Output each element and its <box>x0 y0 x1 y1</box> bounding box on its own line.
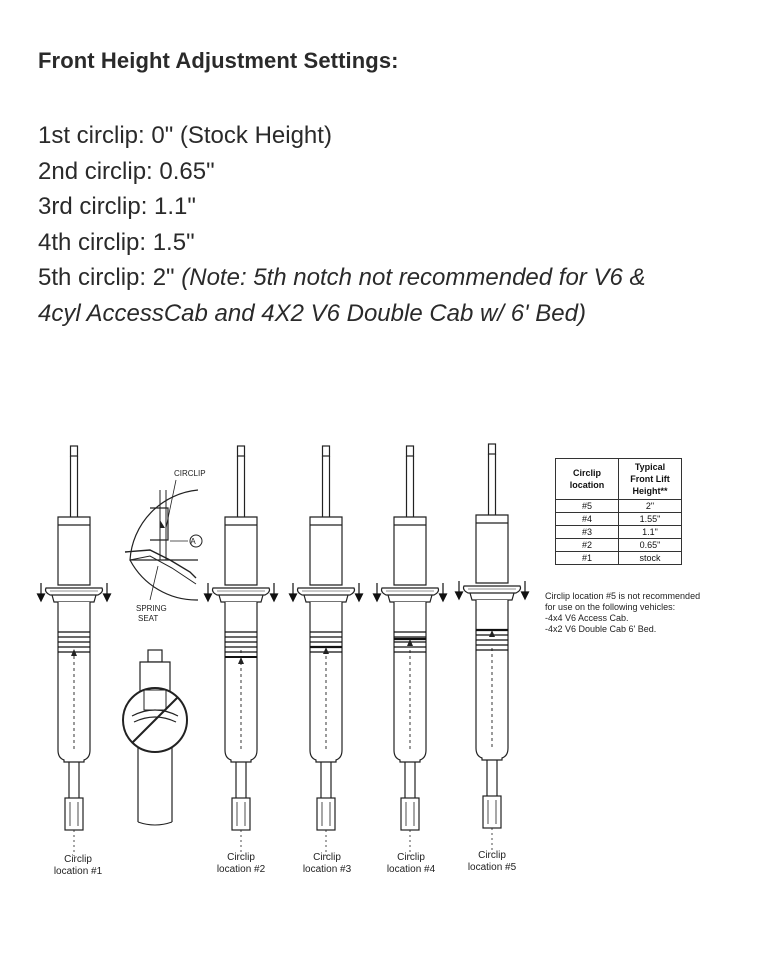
setting-line-6: 4cyl AccessCab and 4X2 V6 Double Cab w/ 6' Bed) <box>38 299 586 327</box>
spring-seat-label-1: SPRING <box>136 604 167 613</box>
setting-line-3: 3rd circlip: 1.1" <box>38 193 196 220</box>
table-row: #4 1.55" <box>556 513 682 526</box>
table-footnote: Circlip location #5 is not recommended for use on the following vehicles: -4x4 V6 Access Cab. -4x2 V6 Double Cab 6' Bed. <box>545 591 701 634</box>
caption-location-2: Circlip location #2 <box>216 852 266 875</box>
col-header-height: Typical Front Lift Height** <box>619 459 682 500</box>
setting-line-5: 5th circlip: 2" (Note: 5th notch not recommended for V6 & <box>38 264 646 291</box>
caption-location-1: Circlip location #1 <box>53 854 103 877</box>
shock-location-5 <box>456 444 529 854</box>
table-row: #2 0.65" <box>556 539 682 552</box>
detail-a-label: A <box>190 537 196 546</box>
lift-height-table <box>555 458 682 565</box>
col-header-location: Circlip location <box>556 459 619 500</box>
incorrect-install-diagram <box>123 650 187 825</box>
setting-line-4: 4th circlip: 1.5" <box>38 228 195 256</box>
spring-seat-label-2: SEAT <box>138 614 159 623</box>
circlip-label: CIRCLIP <box>174 469 206 478</box>
setting-line-1: 1st circlip: 0" (Stock Height) <box>38 122 332 149</box>
caption-location-4: Circlip location #4 <box>386 852 436 875</box>
shock-location-4 <box>374 446 447 856</box>
shock-location-3 <box>290 446 363 856</box>
shock-location-1 <box>38 446 111 856</box>
table-row: #3 1.1" <box>556 526 682 539</box>
caption-location-5: Circlip location #5 <box>467 850 517 873</box>
settings-list <box>38 118 646 331</box>
caption-location-3: Circlip location #3 <box>302 852 352 875</box>
shock-location-2 <box>205 446 278 856</box>
setting-line-2: 2nd circlip: 0.65" <box>38 157 215 185</box>
table-row: #5 2" <box>556 500 682 513</box>
page-title: Front Height Adjustment Settings: <box>38 48 399 73</box>
table-row: #1 stock <box>556 552 682 565</box>
